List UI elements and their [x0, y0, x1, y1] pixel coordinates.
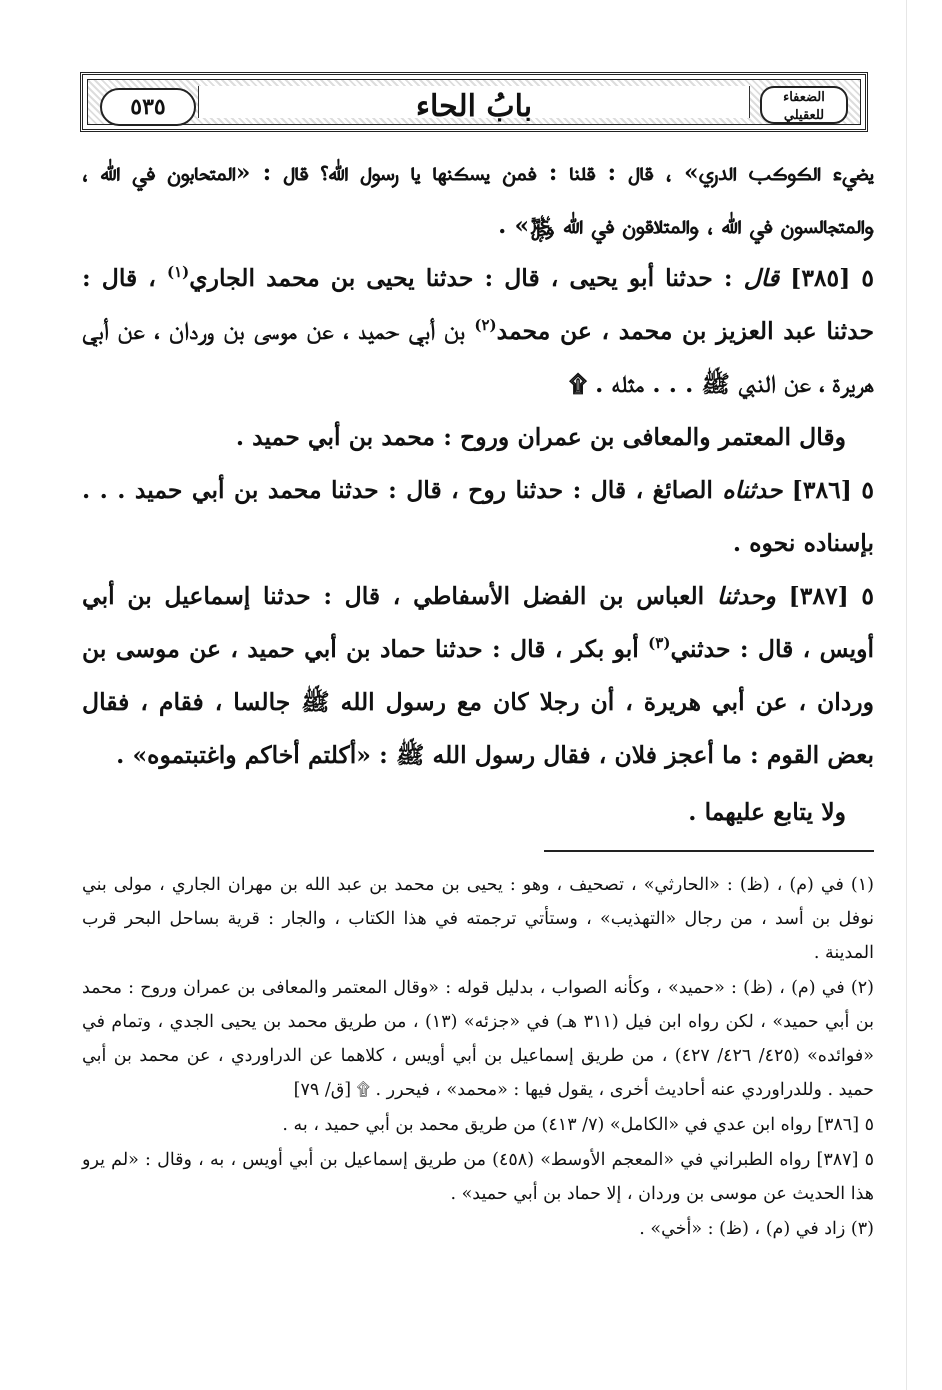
- hadith-385-number: ٥ [٣٨٥]: [790, 264, 875, 292]
- hadith-385-text-c: بن أبي حميد ، عن موسى بن وردان ، عن أبي هريرة ، عن النبي ﷺ . . . مثله . ۩: [82, 317, 874, 398]
- hadith-386-verb: حدثناه: [722, 476, 783, 504]
- hadith-387-text-b: أبو بكر ، قال : حدثنا حماد بن أبي حميد ، عن موسى بن وردان ، عن أبي هريرة ، أن رجلا كان مع رسول الله ﷺ جالسا ، فقام ، فقال بعض القوم : ما أعجز فلان ، فقال رسول الله ﷺ : «أكلتم أخاكم واغتبتموه» .: [82, 635, 874, 769]
- page-header: [80, 72, 868, 132]
- footnotes: [82, 868, 874, 1247]
- footnote-1: (١) في (م) ، (ظ) : «الحارثي» ، تصحيف ، وهو : يحيى بن محمد بن عبد الله بن مهران الجاري ، مولى بني نوفل بن أسد ، من رجال «التهذيب» ، وستأتي ترجمته في هذا الكتاب ، والجار : قرية بساحل البحر قرب المدينة .: [82, 875, 874, 963]
- paragraph-continuation: يضيء الكوكب الدري» ، قال : قلنا : فمن يسكنها يا رسول الله؟ قال : «المتحابون في الله ، والمتجالسون في الله ، والمتلاقون في الله ﷿» .: [82, 158, 874, 239]
- footnote-ref-2: (٢): [474, 316, 497, 335]
- footnote-divider: [544, 850, 874, 852]
- chapter-title: بابُ الحاء: [415, 89, 533, 124]
- footnote-2: (٢) في (م) ، (ظ) : «حميد» ، وكأنه الصواب ، بدليل قوله : «وقال المعتمر والمعافى بن عمران وروح : محمد بن أبي حميد» ، لكن رواه ابن فيل (٣١١ هـ) في «جزئه» (١٣) ، من طريق محمد بن يحيى الجدي ، وتمام في «فوائده» (٤٢٥/ ٤٢٦/ ٤٢٧) ، من طريق إسماعيل بن أبي أويس ، كلاهما عن الدراوردي ، عن محمد بن أبي حميد . وللدراوردي عنه أحاديث أخرى ، يقول فيها : «محمد» ، فيحرر . ۩ [ق/ ٧٩]: [82, 978, 874, 1100]
- hadith-387-verb: وحدثنا: [716, 582, 776, 610]
- hadith-387: [82, 570, 874, 782]
- hadith-387-text-a: العباس بن الفضل الأسفاطي ، قال : حدثنا إسماعيل بن أبي أويس ، قال : حدثني: [82, 582, 874, 663]
- footnote-ref-1: (١): [166, 263, 190, 282]
- hadith-386-text: الصائغ ، قال : حدثنا روح ، قال : حدثنا محمد بن أبي حميد . . . بإسناده نحوه .: [82, 476, 874, 557]
- footnote-3: (٣) زاد في (م) ، (ظ) : «أخي» .: [639, 1219, 874, 1239]
- book-emblem-line1: الضعفاء: [783, 90, 825, 105]
- book-emblem-line2: للعقيلي: [783, 108, 825, 123]
- book-emblem: [760, 86, 848, 124]
- footnote-386: ٥ [٣٨٦] رواه ابن عدي في «الكامل» (٧/ ٤١٣) من طريق محمد بن أبي حميد ، به .: [282, 1115, 874, 1135]
- main-text: [82, 146, 874, 839]
- header-title-band: [198, 86, 750, 124]
- hadith-385-text-b: ، قال : حدثنا عبد العزيز بن محمد ، عن محمد: [82, 264, 874, 345]
- header-ornament-frame: [87, 79, 861, 125]
- footnote-387: ٥ [٣٨٧] رواه الطبراني في «المعجم الأوسط» (٤٥٨) من طريق إسماعيل بن أبي أويس ، به ، وقال : «لم يرو هذا الحديث عن موسى بن وردان ، إلا حماد بن أبي حميد» .: [82, 1150, 874, 1204]
- scan-edge-line: [906, 0, 907, 1390]
- hadith-385: [82, 252, 874, 411]
- hadith-385-text-a: : حدثنا أبو يحيى ، قال : حدثنا يحيى بن محمد الجاري: [189, 264, 733, 292]
- hadith-387-number: ٥ [٣٨٧]: [788, 582, 875, 610]
- page-number: ٥٣٥: [100, 88, 196, 126]
- hadith-386-number: ٥ [٣٨٦]: [791, 476, 874, 504]
- hadith-386: [82, 464, 874, 570]
- closing-remark: ولا يتابع عليهما .: [688, 798, 846, 826]
- hadith-385-verb: قال: [743, 264, 780, 292]
- narrators-note: وقال المعتمر والمعافى بن عمران وروح : محمد بن أبي حميد .: [235, 423, 846, 451]
- footnote-ref-3: (٣): [648, 634, 671, 653]
